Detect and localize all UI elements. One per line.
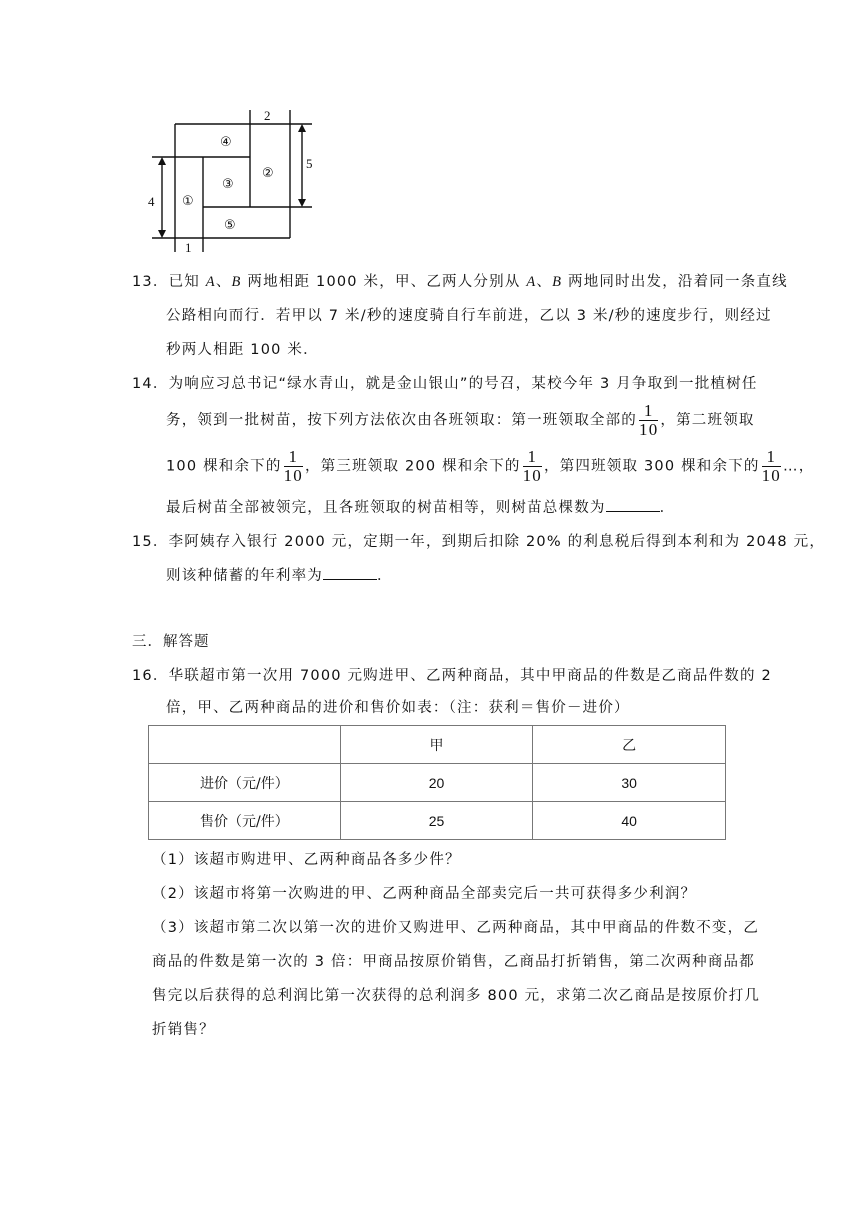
- fraction-one-tenth: [762, 448, 781, 485]
- q16-line2: 倍，甲、乙两种商品的进价和售价如表：（注：获利＝售价－进价）: [166, 700, 630, 716]
- q14-text: ，第四班领取 300 棵和余下的: [544, 458, 760, 475]
- frac-num: 1: [523, 448, 542, 467]
- q15-line1: [132, 530, 825, 551]
- q14-text: 为响应习总书记“绿水青山，就是金山银山”的号召，某校今年 3 月争取到一批植树任: [168, 376, 758, 392]
- frac-den: 10: [283, 466, 303, 485]
- rectangle-figure: [140, 102, 320, 258]
- fraction-one-tenth: [284, 448, 303, 485]
- frac-den: 10: [761, 466, 781, 485]
- q14-text: 最后树苗全部被领完，且各班领取的树苗相等，则树苗总棵数为: [166, 500, 606, 516]
- rectangle-diagram: [140, 102, 320, 258]
- point-b: B: [231, 274, 242, 290]
- point-a: A: [205, 274, 216, 290]
- table-cell: 甲: [340, 726, 533, 764]
- region-2-label: ②: [262, 166, 274, 181]
- q13-text: 两地同时出发，沿着同一条直线: [562, 274, 788, 290]
- point-b: B: [552, 274, 563, 290]
- frac-num: 1: [762, 448, 781, 467]
- q15-text: 李阿姨存入银行 2000 元，定期一年，到期后扣除 20% 的利息税后得到本利和为 2048 元，: [168, 534, 826, 550]
- region-3-label: ③: [222, 177, 234, 192]
- table-cell: 20: [340, 764, 533, 802]
- q14-text: 务，领到一批树苗，按下列方法依次由各班领取：第一班领取全部的: [166, 412, 637, 429]
- q14-line3: [166, 448, 814, 485]
- fraction-one-tenth: [639, 402, 658, 439]
- q14-line2: [166, 402, 755, 439]
- q13-number: 13．: [132, 274, 169, 290]
- region-5-label: ⑤: [224, 218, 236, 233]
- table-cell: [149, 726, 341, 764]
- section-heading: 三．解答题: [132, 634, 210, 650]
- fraction-one-tenth: [523, 448, 542, 485]
- frac-den: 10: [522, 466, 542, 485]
- q13-text: 、: [536, 274, 553, 290]
- table-cell: 进价（元/件）: [149, 764, 341, 802]
- figure-label-left: 4: [148, 194, 155, 209]
- table-cell: 售价（元/件）: [149, 802, 341, 840]
- point-a: A: [526, 274, 537, 290]
- q14-text: ，第二班领取: [660, 412, 755, 429]
- q16-sub1: （1）该超市购进甲、乙两种商品各多少件？: [152, 852, 461, 868]
- answer-blank[interactable]: [606, 497, 660, 512]
- q14-text: ．: [659, 500, 676, 516]
- table-cell: 乙: [533, 726, 726, 764]
- figure-label-top: 2: [264, 108, 271, 123]
- q14-line4: [166, 496, 675, 517]
- table-cell: 25: [340, 802, 533, 840]
- price-table: [148, 725, 726, 840]
- q15-number: 15．: [132, 534, 169, 550]
- q13-line2: 公路相向而行．若甲以 7 米/秒的速度骑自行车前进，乙以 3 米/秒的速度步行，则经过: [166, 308, 772, 324]
- q14-number: 14．: [132, 376, 169, 392]
- q13-line3: 秒两人相距 100 米．: [166, 342, 319, 358]
- q14-line1: [132, 372, 758, 393]
- q14-text: …，: [783, 458, 815, 475]
- q16-line1: [132, 664, 772, 685]
- q13-text: 两地相距 1000 米，甲、乙两人分别从: [241, 274, 527, 290]
- q13-text: 、: [215, 274, 232, 290]
- region-1-label: ①: [182, 194, 194, 209]
- q13-text: 已知: [168, 274, 206, 290]
- q16-text: 华联超市第一次用 7000 元购进甲、乙两种商品，其中甲商品的件数是乙商品件数的 2: [168, 668, 772, 684]
- q15-text: ．: [377, 568, 393, 584]
- figure-label-right: 5: [306, 156, 313, 171]
- figure-label-bottom: 1: [185, 240, 192, 255]
- q13-line1: [132, 270, 788, 291]
- q16-sub3-line1: （3）该超市第二次以第一次的进价又购进甲、乙两种商品，其中甲商品的件数不变，乙: [152, 920, 760, 936]
- q14-text: ，第三班领取 200 棵和余下的: [305, 458, 521, 475]
- q16-sub3-line4: 折销售？: [152, 1022, 215, 1038]
- frac-num: 1: [639, 402, 658, 421]
- table-cell: 40: [533, 802, 726, 840]
- table-header-row: [149, 726, 726, 764]
- frac-den: 10: [639, 420, 659, 439]
- table-cell: 30: [533, 764, 726, 802]
- table-row: [149, 802, 726, 840]
- q16-sub3-line2: 商品的件数是第一次的 3 倍：甲商品按原价销售，乙商品打折销售，第二次两种商品都: [152, 954, 755, 970]
- q15-line2: [166, 564, 393, 585]
- answer-blank[interactable]: [323, 565, 377, 580]
- q14-text: 100 棵和余下的: [166, 458, 282, 475]
- table-row: [149, 764, 726, 802]
- q16-number: 16．: [132, 668, 169, 684]
- q16-sub2: （2）该超市将第一次购进的甲、乙两种商品全部卖完后一共可获得多少利润？: [152, 886, 697, 902]
- q15-text: 则该种储蓄的年利率为: [166, 568, 323, 584]
- region-4-label: ④: [220, 135, 232, 150]
- frac-num: 1: [284, 448, 303, 467]
- q16-sub3-line3: 售完以后获得的总利润比第一次获得的总利润多 800 元，求第二次乙商品是按原价打几: [152, 988, 761, 1004]
